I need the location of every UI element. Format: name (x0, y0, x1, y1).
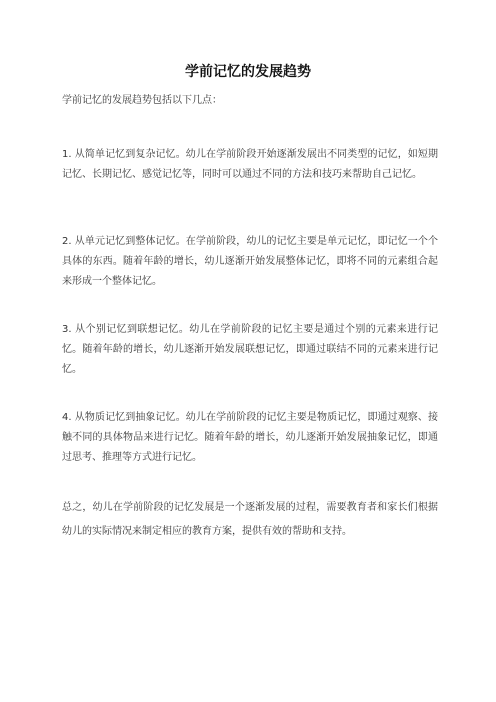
conclusion-paragraph: 总之，幼儿在学前阶段的记忆发展是一个逐渐发展的过程，需要教育者和家长们根据幼儿的实际情况来制定相应的教育方案，提供有效的帮助和支持。 (62, 502, 438, 537)
intro-text: 学前记忆的发展趋势包括以下几点： (62, 95, 222, 106)
paragraph-4: 4. 从物质记忆到抽象记忆。幼儿在学前阶段的记忆主要是物质记忆，即通过观察、接触不同的具体物品来进行记忆。随着年龄的增长，幼儿逐渐开始发展抽象记忆，即通过思考、推理等方式进行记忆。 (62, 412, 438, 463)
paragraph-2: 2. 从单元记忆到整体记忆。在学前阶段，幼儿的记忆主要是单元记忆，即记忆一个个具体的东西。随着年龄的增长，幼儿逐渐开始发展整体记忆，即将不同的元素组合起来形成一个整体记忆。 (62, 236, 438, 287)
paragraph-3: 3. 从个别记忆到联想记忆。幼儿在学前阶段的记忆主要是通过个别的元素来进行记忆。随着年龄的增长，幼儿逐渐开始发展联想记忆，即通过联结不同的元素来进行记忆。 (62, 324, 438, 375)
paragraph-1: 1. 从简单记忆到复杂记忆。幼儿在学前阶段开始逐渐发展出不同类型的记忆，如短期记忆、长期记忆、感觉记忆等，同时可以通过不同的方法和技巧来帮助自己记忆。 (62, 149, 438, 180)
document-title: 学前记忆的发展趋势 (185, 64, 311, 80)
